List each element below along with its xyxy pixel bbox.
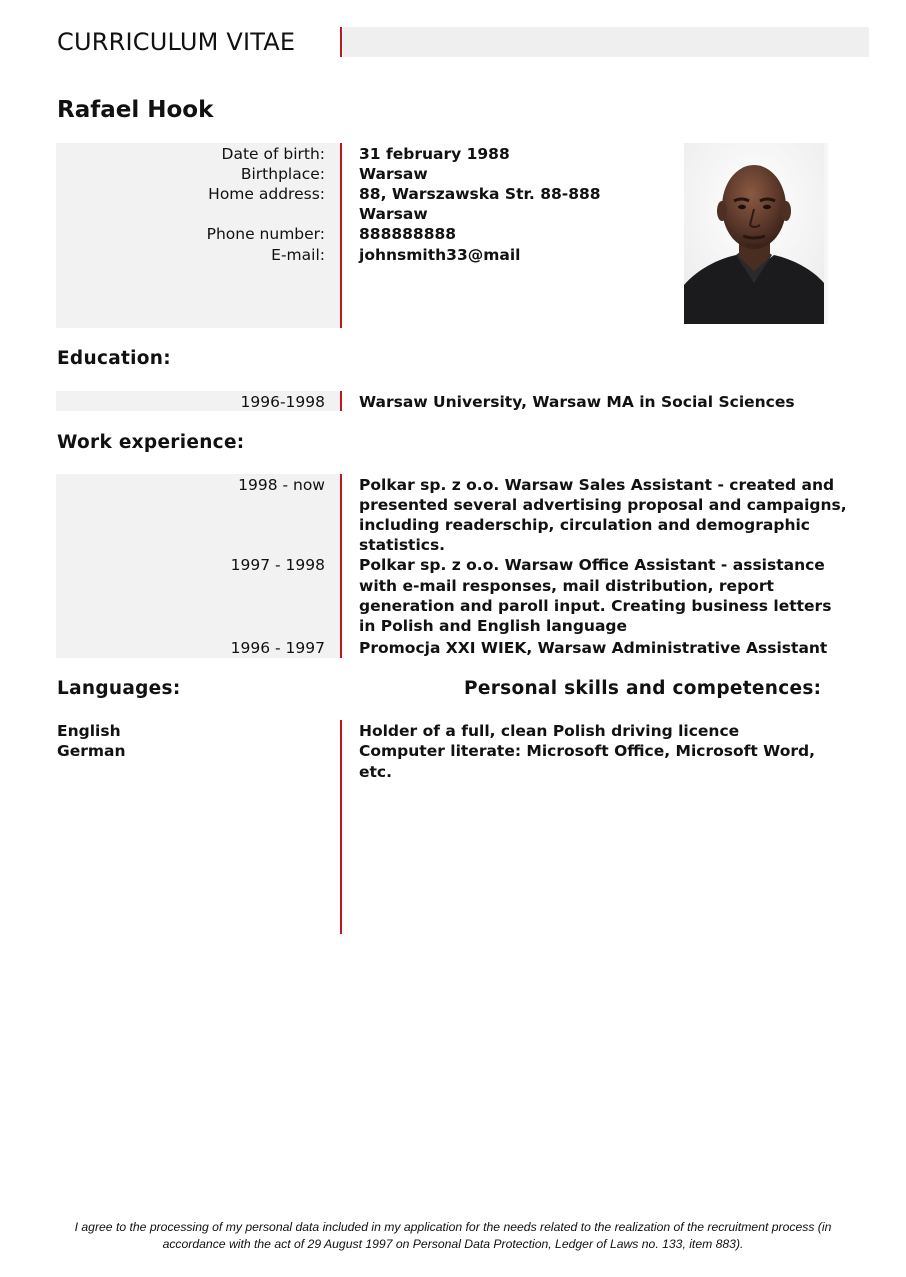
header-accent-rule <box>340 27 342 57</box>
work-years: 1997 - 1998 <box>230 556 325 574</box>
personal-divider <box>340 143 342 328</box>
portrait-photo <box>684 143 828 324</box>
work-entry-line: Polkar sp. z o.o. Warsaw Office Assistant - assistance <box>359 556 825 574</box>
skills-heading: Personal skills and competences: <box>464 678 822 699</box>
skills-divider <box>340 720 342 934</box>
language-item: English <box>57 722 121 740</box>
education-years: 1996-1998 <box>240 393 325 411</box>
candidate-name: Rafael Hook <box>57 97 214 123</box>
skill-line: Holder of a full, clean Polish driving licence <box>359 722 740 740</box>
skill-line: etc. <box>359 763 392 781</box>
education-entry: Warsaw University, Warsaw MA in Social Sciences <box>359 393 795 411</box>
document-title: CURRICULUM VITAE <box>57 28 296 56</box>
header-bar <box>343 27 869 57</box>
language-item: German <box>57 742 126 760</box>
phone-value: 888888888 <box>359 225 457 243</box>
work-entry-line: in Polish and English language <box>359 617 628 635</box>
data-consent-clause <box>30 1219 876 1252</box>
work-heading: Work experience: <box>57 432 245 453</box>
skill-line: Computer literate: Microsoft Office, Microsoft Word, <box>359 742 815 760</box>
education-heading: Education: <box>57 348 171 369</box>
work-entry-line: with e-mail responses, mail distribution, report <box>359 577 774 595</box>
address-value-line2: Warsaw <box>359 205 428 223</box>
work-entry-line: including readerschip, circulation and demographic <box>359 516 810 534</box>
birthplace-value: Warsaw <box>359 165 428 183</box>
work-years: 1998 - now <box>238 476 325 494</box>
email-value: johnsmith33@mail <box>359 246 521 264</box>
work-entry-line: statistics. <box>359 536 446 554</box>
work-entry-line: presented several advertising proposal and campaigns, <box>359 496 847 514</box>
consent-line-1: I agree to the processing of my personal data included in my application for the needs related to the realization of the recruitment process (in <box>74 1220 832 1234</box>
work-entry-line: generation and paroll input. Creating business letters <box>359 597 832 615</box>
birthplace-label: Birthplace: <box>240 165 325 183</box>
education-divider <box>340 391 342 411</box>
work-entry-line: Polkar sp. z o.o. Warsaw Sales Assistant - created and <box>359 476 835 494</box>
consent-line-2: accordance with the act of 29 August 1997 on Personal Data Protection, Ledger of Laws no. 133, item 883). <box>162 1236 744 1251</box>
work-years: 1996 - 1997 <box>230 639 325 657</box>
languages-heading: Languages: <box>57 678 181 699</box>
dob-label: Date of birth: <box>221 145 325 163</box>
dob-value: 31 february 1988 <box>359 145 510 163</box>
email-label: E-mail: <box>271 246 325 264</box>
work-entry-line: Promocja XXI WIEK, Warsaw Administrative Assistant <box>359 639 828 657</box>
work-divider <box>340 474 342 658</box>
address-value-line1: 88, Warszawska Str. 88-888 <box>359 185 601 203</box>
address-label: Home address: <box>208 185 325 203</box>
phone-label: Phone number: <box>206 225 325 243</box>
